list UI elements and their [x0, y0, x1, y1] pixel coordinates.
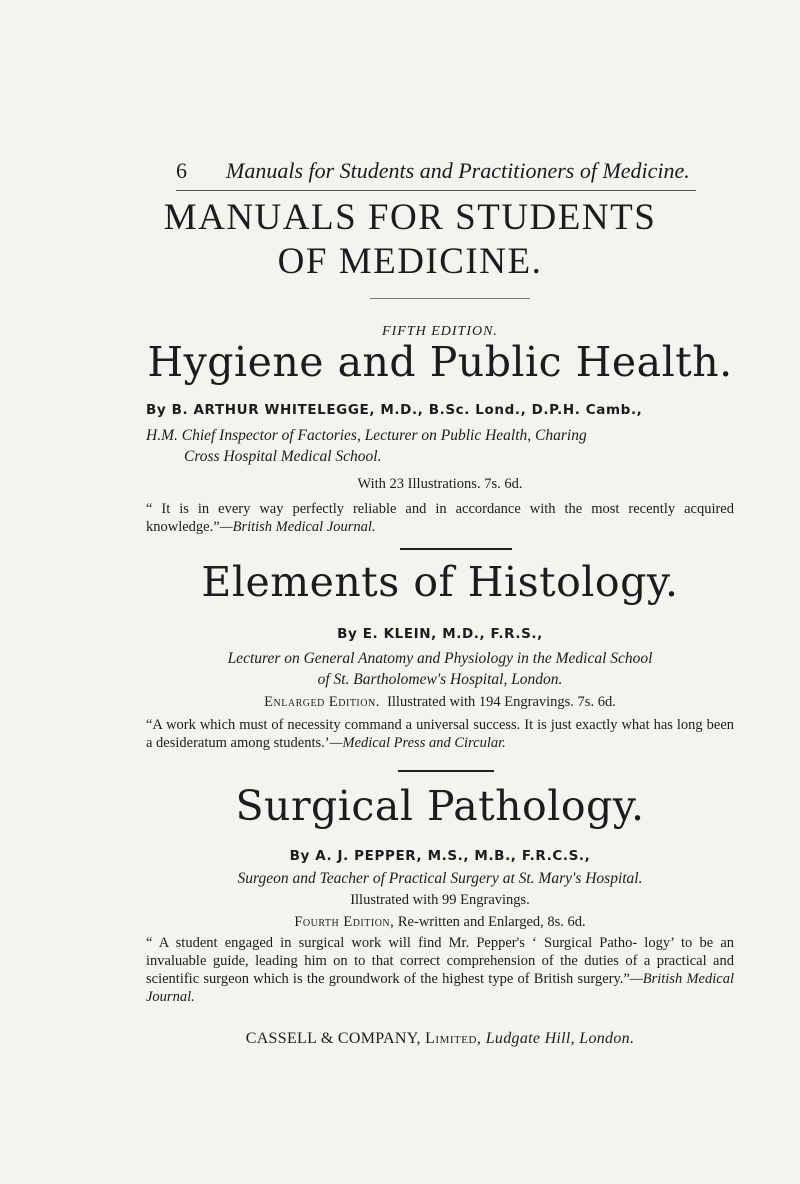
- book2-credentials-line1: Lecturer on General Anatomy and Physiology in the Medical School: [227, 650, 653, 667]
- page-title-line2: OF MEDICINE.: [277, 241, 543, 282]
- section-divider-1: [400, 548, 512, 550]
- section-divider-2: [398, 770, 494, 772]
- book2-review-source: —Medical Press and Circular.: [329, 735, 506, 751]
- book1-review: [146, 500, 734, 536]
- book1-author: By B. ARTHUR WHITELEGGE, M.D., B.Sc. Lond., D.P.H. Camb.,: [146, 402, 643, 418]
- publisher-limited: Limited,: [425, 1030, 482, 1047]
- book1-details: With 23 Illustrations. 7s. 6d.: [357, 476, 523, 492]
- book3-title: Surgical Pathology.: [235, 782, 645, 830]
- publisher-imprint: [140, 1030, 740, 1048]
- book3-author: By A. J. PEPPER, M.S., M.B., F.R.C.S.,: [289, 848, 591, 864]
- book2-review: [146, 716, 734, 752]
- title-divider: [370, 298, 530, 299]
- book3-review: [146, 934, 734, 1006]
- page-title: [110, 196, 710, 284]
- book2-details: Illustrated with 194 Engravings. 7s. 6d.: [387, 694, 616, 710]
- book3-review-source: —British Medical Journal.: [146, 971, 734, 1005]
- book3-review-text: “ A student engaged in surgical work will find Mr. Pepper's ‘ Surgical Patho- logy’ to be an invaluable guide, leading him on to that correct comprehension of the duties of a practical and scientific surgeon which is the groundwork of the highest type of British surgery.”: [146, 935, 734, 987]
- book2-edition: Enlarged Edition.: [264, 694, 380, 710]
- book1-credentials: [146, 425, 734, 467]
- book1-title: Hygiene and Public Health.: [147, 338, 733, 386]
- book2-author: By E. KLEIN, M.D., F.R.S.,: [337, 626, 543, 642]
- book1-edition: FIFTH EDITION.: [382, 324, 498, 339]
- book2-edition-details: [146, 694, 734, 711]
- page-number: 6: [176, 158, 187, 183]
- book1-credentials-line1: H.M. Chief Inspector of Factories, Lecturer on Public Health, Charing: [146, 427, 587, 444]
- book1-review-source: —British Medical Journal.: [219, 519, 376, 535]
- running-head: [176, 158, 696, 188]
- book3-edition: Fourth Edition,: [294, 914, 395, 930]
- book2-credentials-line2: of St. Bartholomew's Hospital, London.: [317, 671, 563, 688]
- page-title-line1: MANUALS FOR STUDENTS: [163, 197, 657, 238]
- running-head-title: Manuals for Students and Practitioners of Medicine.: [226, 158, 690, 183]
- book3-details-line1: Illustrated with 99 Engravings.: [350, 892, 530, 908]
- publisher-name: CASSELL & COMPANY,: [245, 1030, 421, 1047]
- book2-title: Elements of Histology.: [201, 558, 679, 606]
- book1-review-text: “ It is in every way perfectly reliable and in accordance with the most recently acquired knowledge.”: [146, 501, 734, 535]
- book3-edition-details: [146, 914, 734, 931]
- running-head-rule: [176, 190, 696, 191]
- book3-details-line2: Re-written and Enlarged, 8s. 6d.: [397, 914, 586, 930]
- publisher-location: Ludgate Hill, London.: [485, 1030, 635, 1047]
- book3-credentials: Surgeon and Teacher of Practical Surgery at St. Mary's Hospital.: [237, 870, 643, 887]
- book1-credentials-line2: Cross Hospital Medical School.: [184, 448, 382, 465]
- book2-credentials: [146, 648, 734, 690]
- book2-review-text: “A work which must of necessity command a universal success. It is just exactly what has long been a desideratum among students.’: [146, 717, 734, 751]
